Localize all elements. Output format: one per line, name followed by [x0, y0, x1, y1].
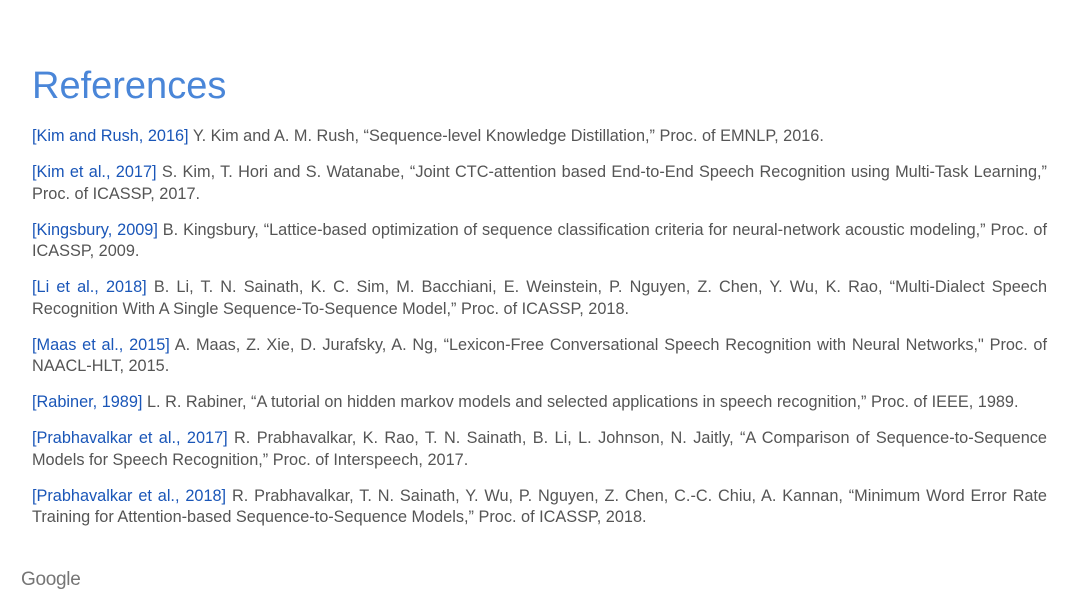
reference-item — [32, 277, 1047, 320]
reference-text: B. Kingsbury, “Lattice-based optimization of sequence classification criteria for neural-network acoustic modeling,” Proc. of ICASSP, 2009. — [32, 220, 1047, 260]
reference-item — [32, 220, 1047, 263]
reference-item — [32, 428, 1047, 471]
reference-item — [32, 126, 1047, 148]
reference-item — [32, 486, 1047, 529]
reference-key[interactable]: [Maas et al., 2015] — [32, 335, 170, 354]
reference-item — [32, 392, 1047, 414]
reference-item — [32, 162, 1047, 205]
reference-key[interactable]: [Prabhavalkar et al., 2017] — [32, 429, 228, 447]
reference-key[interactable]: [Li et al., 2018] — [32, 278, 147, 296]
google-logo: Google — [21, 569, 81, 590]
reference-text: S. Kim, T. Hori and S. Watanabe, “Joint CTC-attention based End-to-End Speech Recognition using Multi-Task Learning,” Proc. of ICASSP, 2017. — [32, 163, 1047, 203]
reference-key[interactable]: [Kingsbury, 2009] — [32, 220, 158, 239]
reference-key[interactable]: [Kim et al., 2017] — [32, 163, 157, 181]
reference-text: R. Prabhavalkar, K. Rao, T. N. Sainath, B. Li, L. Johnson, N. Jaitly, “A Comparison of Sequence-to-Sequence Models for Speech Recognition,” Proc. of Interspeech, 2017. — [32, 429, 1047, 469]
slide-title: References — [32, 65, 227, 107]
reference-text: L. R. Rabiner, “A tutorial on hidden markov models and selected applications in speech recognition,” Proc. of IEEE, 1989. — [146, 393, 1019, 411]
reference-text: B. Li, T. N. Sainath, K. C. Sim, M. Bacchiani, E. Weinstein, P. Nguyen, Z. Chen, Y. Wu, K. Rao, “Multi-Dialect Speech Recognition With A Single Sequence-To-Sequence Model,” Proc. of ICASSP, 2018. — [32, 278, 1047, 318]
reference-key[interactable]: [Rabiner, 1989] — [32, 393, 143, 411]
reference-text: A. Maas, Z. Xie, D. Jurafsky, A. Ng, “Lexicon-Free Conversational Speech Recognition with Neural Networks," Proc. of NAACL-HLT, 2015. — [32, 335, 1047, 375]
reference-key[interactable]: [Kim and Rush, 2016] — [32, 127, 189, 145]
reference-item — [32, 335, 1047, 378]
reference-text: Y. Kim and A. M. Rush, “Sequence-level Knowledge Distillation,” Proc. of EMNLP, 2016. — [192, 127, 824, 145]
reference-list — [32, 126, 1047, 543]
reference-text: R. Prabhavalkar, T. N. Sainath, Y. Wu, P. Nguyen, Z. Chen, C.-C. Chiu, A. Kannan, “Minimum Word Error Rate Training for Attention-based Sequence-to-Sequence Models,” Proc. of ICASSP, 2018. — [32, 486, 1047, 526]
reference-key[interactable]: [Prabhavalkar et al., 2018] — [32, 486, 227, 505]
